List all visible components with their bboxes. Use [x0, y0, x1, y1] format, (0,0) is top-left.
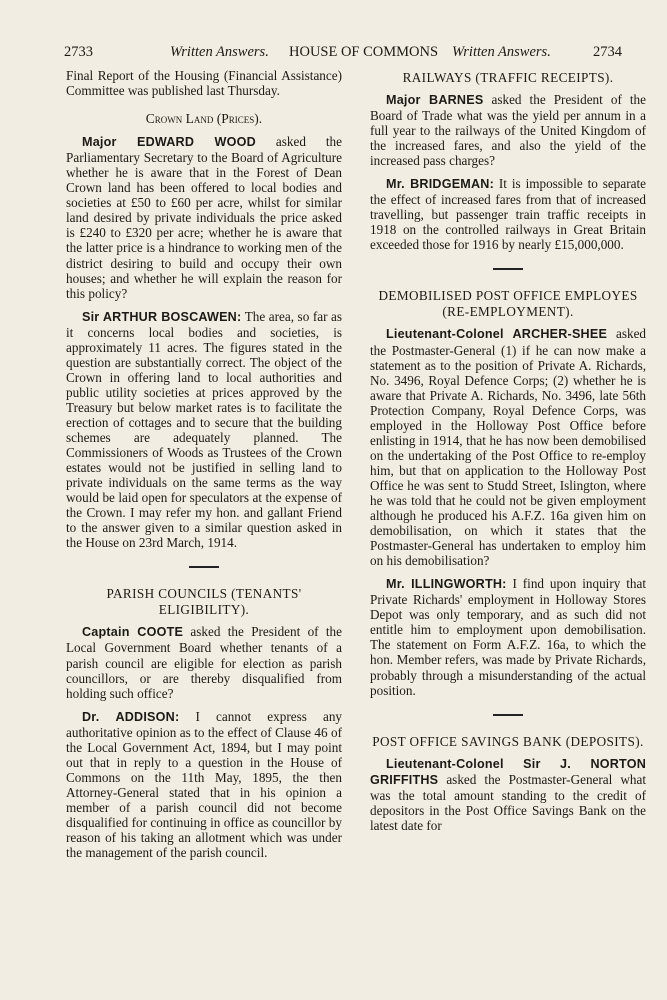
section-divider: [493, 268, 523, 270]
answer-text: The area, so far as it concerns local bodies and societies, is approximately 11 acres. The figures stated in the question are substantially correct. The object of the Crown in offering land to local authorities and public utility societies at prices approved by the Treasury but below market rates is to facilitate the erection of cottages and to secure that the building schemes are adequately planned. The Commissioners of Woods as Trustees of the Crown estates would not be justified in selling land to private individuals on the same terms as the way would be laid open for speculators at the expense of the Crown. I may refer my hon. and gallant Friend to the answer given to a similar question asked in the House on 23rd March, 1914.: [66, 308, 343, 551]
running-title-right: Written Answers.: [452, 44, 551, 60]
answer-parish-councils: [66, 709, 342, 860]
section-heading-parish-councils: PARISH COUNCILS (TENANTS' ELIGIBILITY).: [106, 586, 302, 618]
right-column: [370, 68, 646, 833]
question-text: asked the Parliamentary Secretary to the Board of Agriculture whether he is aware that in the Forest of Dean Crown land has been offered to local bodies and societies at £50 to £60 per acre, whilst for similar land desired by private individuals the price asked is £240 to £320 per acre; whether he is aware that the latter price is a hindrance to working men of the district desiring to build and occupy their own houses; and whether he will explain the reason for this policy?: [66, 134, 343, 301]
section-heading-demobilised-employes: DEMOBILISED POST OFFICE EMPLOYES (RE-EMPLOYMENT).: [378, 288, 638, 320]
question-parish-councils: [66, 624, 342, 700]
speaker-name: Major EDWARD WOOD: [82, 135, 256, 150]
speaker-name: Lieutenant-Colonel Sir J. NORTON GRIFFITHS: [370, 756, 646, 787]
section-divider: [189, 566, 219, 568]
question-railways: [370, 92, 646, 168]
answer-text: It is impossible to separate the effect of increased fares from that of increased travelling, but passenger train traffic receipts in 1918 on the controlled railways in Great Britain exceeded those for 1916 by nearly £15,000,000.: [370, 176, 646, 253]
speaker-name: Captain COOTE: [82, 625, 184, 640]
continuation-text: Final Report of the Housing (Financial Assistance) Committee was published last Thursday.: [66, 68, 342, 99]
column-number-right: 2734: [593, 44, 622, 60]
column-number-left: 2733: [64, 44, 93, 60]
section-heading-railways: RAILWAYS (TRAFFIC RECEIPTS).: [402, 70, 614, 85]
section-heading-savings-bank: POST OFFICE SAVINGS BANK (DEPOSITS).: [372, 733, 644, 749]
question-text: asked the Postmaster-General what was the total amount standing to the credit of depositors in the Post Office Savings Bank on the latest date for: [370, 771, 646, 833]
left-column: [66, 68, 342, 860]
section-heading-crown-land: Crown Land (Prices).: [145, 111, 263, 127]
speaker-name: Mr. ILLINGWORTH:: [386, 577, 507, 592]
section-divider: [493, 714, 523, 716]
house-title: HOUSE OF COMMONS: [289, 44, 439, 60]
answer-text: I find upon inquiry that Private Richards' employment in Holloway Stores Depot was only temporary, and as such did not entitle him to employment upon demobilisation. The statement on Form A.F.Z. 16a, to which the hon. Member refers, was made by Private Richards, probably through a misunderstanding of the actual position.: [370, 576, 646, 698]
speaker-name: Dr. ADDISON:: [82, 709, 180, 724]
question-crown-land: [66, 134, 342, 301]
question-text: asked the President of the Board of Trade what was the yield per annum in a full year to the railways of the United Kingdom of the increased fares, and also the yield of the increased pass charges?: [370, 92, 646, 169]
question-text: asked the Postmaster-General (1) if he can now make a statement as to the position of Private A. Richards, No. 3496, Royal Defence Corps; (2) whether he is aware that Private A. Richards, No. 3496, late 56th Protection Company, Royal Defence Corps, was employed in the Holloway Post Office before enlisting in 1914, that he has now been demobilised on the undertaking of the Post Office to re-employ him, but that on application to the Holloway Post Office he was sent to Studd Street, Islington, where he was told that he could not be given employment although he produced his A.F.Z. 16a given him on demobilisation, on which it states that the Postmaster-General has undertaken to employ him on his demobilisation?: [370, 326, 647, 569]
answer-railways: [370, 176, 646, 252]
running-title-left: Written Answers.: [170, 44, 269, 60]
answer-crown-land: [66, 309, 342, 551]
answer-demobilised-employes: [370, 576, 646, 697]
running-header: [64, 44, 622, 62]
speaker-name: Mr. BRIDGEMAN:: [386, 177, 494, 192]
question-savings-bank: [370, 756, 646, 833]
speaker-name: Lieutenant-Colonel ARCHER-SHEE: [386, 327, 608, 342]
speaker-name: Major BARNES: [386, 93, 484, 107]
speaker-name: Sir ARTHUR BOSCAWEN:: [82, 309, 242, 324]
answer-text: I cannot express any authoritative opinion as to the effect of Clause 46 of the Local Government Act, 1894, but I may point out that in reply to a question in the House of Commons on the 11th May, 1895, the then Attorney-General stated that in his opinion a member of a parish council did not become disqualified for continuing in office as councillor by reason of his taking an allotment which was under the management of the parish council.: [66, 708, 343, 861]
question-text: asked the President of the Local Government Board whether tenants of a parish council are eligible for election as parish councillors, or are thereby disqualified from holding such office?: [66, 624, 343, 701]
question-demobilised-employes: [370, 326, 646, 568]
